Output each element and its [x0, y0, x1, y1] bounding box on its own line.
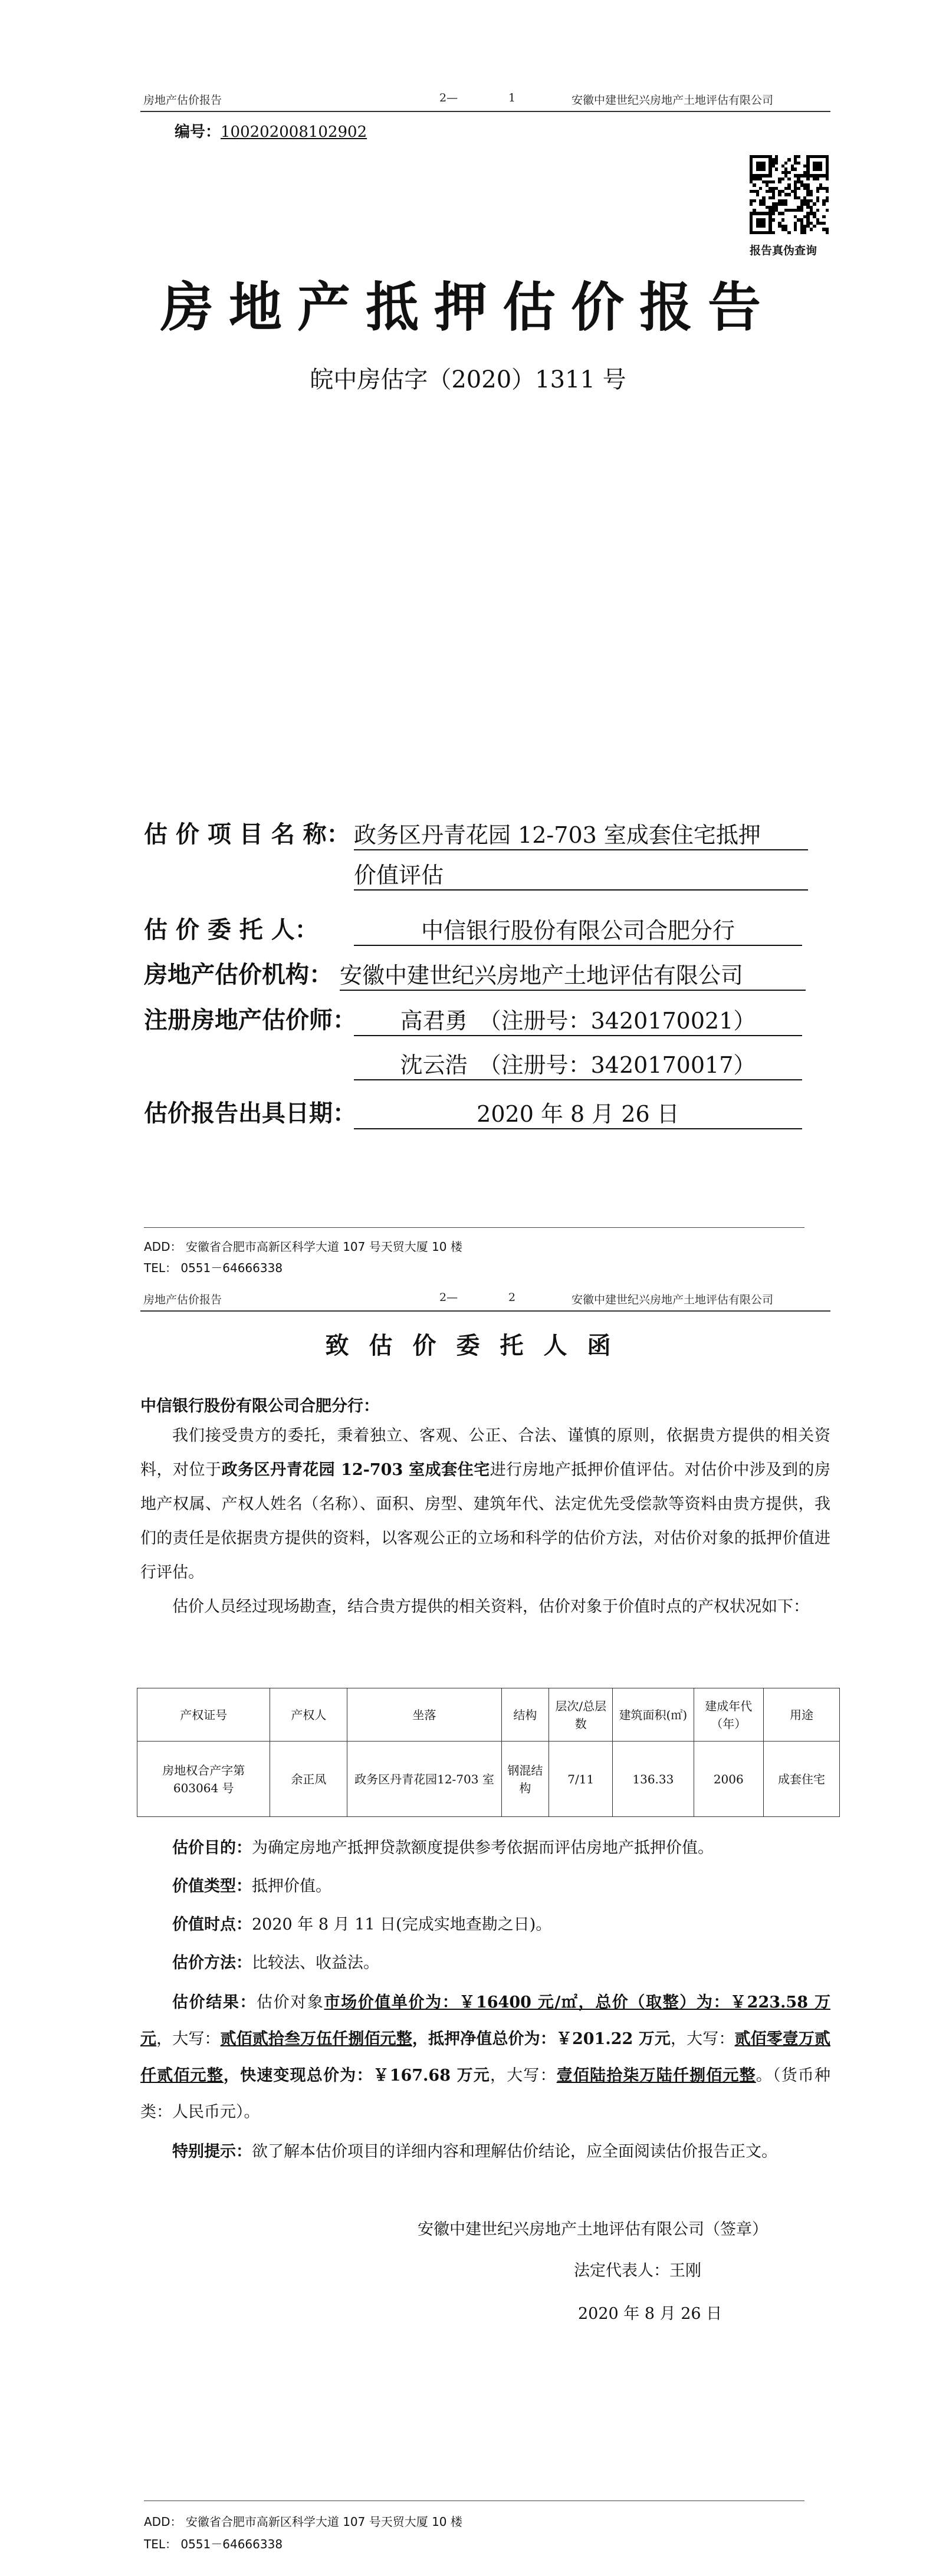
serial-value: 100202008102902 — [221, 123, 367, 141]
addressee: 中信银行股份有限公司合肥分行： — [140, 1397, 379, 1415]
td-floor: 7/11 — [549, 1742, 613, 1817]
letter-body — [140, 1419, 830, 1624]
th-usage: 用途 — [764, 1688, 840, 1742]
client-label: 估 价 委 托 人： — [144, 916, 318, 944]
td-owner: 余正凤 — [270, 1742, 347, 1817]
page-number-prefix: 2— — [439, 91, 458, 104]
header-rule — [140, 111, 830, 112]
table-header-row — [137, 1688, 840, 1742]
letter-title: 致估价委托人函 — [325, 1332, 631, 1359]
serial-label: 编号： — [175, 123, 221, 141]
footer-tel: TEL： 0551－64666338 — [144, 2537, 283, 2551]
value-date-line: 价值时点：2020 年 8 月 11 日(完成实地查勘之日)。 — [172, 1915, 552, 1934]
td-structure: 钢混结构 — [501, 1742, 549, 1817]
signature-company: 安徽中建世纪兴房地产土地评估有限公司（签章） — [418, 2220, 768, 2239]
th-structure: 结构 — [501, 1688, 549, 1742]
page-header-right: 安徽中建世纪兴房地产土地评估有限公司 — [572, 94, 774, 107]
th-area: 建筑面积(㎡) — [613, 1688, 694, 1742]
appraiser-2: 沈云浩 （注册号：3420170017） — [354, 1047, 802, 1080]
value-type-line: 价值类型：抵押价值。 — [172, 1877, 331, 1895]
property-table — [137, 1688, 840, 1817]
report-title: 房地产抵押估价报告 — [160, 276, 776, 339]
header-rule — [140, 1310, 830, 1312]
page-header-left: 房地产估价报告 — [143, 1293, 222, 1306]
project-name-label: 估 价 项 目 名 称： — [144, 820, 350, 848]
th-location: 坐落 — [347, 1688, 501, 1742]
signature-date: 2020 年 8 月 26 日 — [578, 2305, 722, 2323]
td-usage: 成套住宅 — [764, 1742, 840, 1817]
footer-address: ADD： 安徽省合肥市高新区科学大道 107 号天贸大厦 10 楼 — [144, 1240, 462, 1254]
page-header-right: 安徽中建世纪兴房地产土地评估有限公司 — [572, 1293, 774, 1306]
td-year: 2006 — [694, 1742, 763, 1817]
page-number: 1 — [508, 91, 516, 104]
report-date-label: 估价报告出具日期： — [144, 1099, 356, 1127]
document-number: 皖中房估字（2020）1311 号 — [310, 366, 626, 393]
th-floor: 层次/总层数 — [549, 1688, 613, 1742]
footer-tel: TEL： 0551－64666338 — [144, 1261, 283, 1275]
page-number-prefix: 2— — [439, 1291, 458, 1304]
td-area: 136.33 — [613, 1742, 694, 1817]
agency-label: 房地产估价机构： — [144, 961, 333, 988]
project-name-value-line2: 价值评估 — [354, 857, 808, 891]
purpose-line: 估价目的：为确定房地产抵押贷款额度提供参考依据而评估房地产抵押价值。 — [172, 1839, 714, 1857]
legal-representative: 法定代表人：王刚 — [574, 2262, 701, 2280]
th-owner: 产权人 — [270, 1688, 347, 1742]
th-year: 建成年代（年） — [694, 1688, 763, 1742]
qr-caption: 报告真伪查询 — [750, 244, 817, 257]
project-name-value-line1: 政务区丹青花园 12-703 室成套住宅抵押 — [354, 817, 808, 850]
paragraph-1: 我们接受贵方的委托，秉着独立、客观、公正、合法、谨慎的原则，依据贵方提供的相关资料，对位于政务区丹青花园 12-703 室成套住宅进行房地产抵押价值评估。对估价中涉及到的房地产权属、产权人姓名（名称）、面积、房型、建筑年代、法定优先受偿款等资料由贵方提供，我们的责任是依据贵方提供的资料，以客观公正的立场和科学的估价方法，对估价对象的抵押价值进行评估。 — [140, 1427, 830, 1582]
td-cert-no: 房地权合产字第603064 号 — [137, 1742, 270, 1817]
footer-rule — [144, 1227, 804, 1228]
paragraph-2: 估价人员经过现场勘查，结合贵方提供的相关资料，估价对象于价值时点的产权状况如下： — [172, 1598, 809, 1616]
qr-code-image — [750, 155, 829, 234]
verification-qr-code[interactable] — [750, 155, 829, 234]
footer-address: ADD： 安徽省合肥市高新区科学大道 107 号天贸大厦 10 楼 — [144, 2515, 462, 2529]
result-paragraph: 估价结果：估价对象市场价值单价为：￥16400 元/㎡，总价（取整）为：￥223.58 万元，大写：贰佰贰拾叁万伍仟捌佰元整，抵押净值总价为：￥201.22 万元，大写：贰佰零壹万贰仟贰佰元整，快速变现总价为：￥167.68 万元，大写：壹佰陆拾柒万陆仟捌佰元整。（货币种类：人民币元）。 — [140, 1993, 831, 2121]
appraiser-1: 高君勇 （注册号：3420170021） — [354, 1003, 802, 1036]
appraiser-label: 注册房地产估价师： — [144, 1006, 356, 1034]
agency-value: 安徽中建世纪兴房地产土地评估有限公司 — [340, 957, 806, 991]
td-location: 政务区丹青花园12-703 室 — [347, 1742, 501, 1817]
notice-paragraph: 特别提示：欲了解本估价项目的详细内容和理解估价结论，应全面阅读估价报告正文。 — [172, 2143, 777, 2161]
th-cert-no: 产权证号 — [137, 1688, 270, 1742]
report-date-value: 2020 年 8 月 26 日 — [354, 1096, 802, 1129]
page-number: 2 — [508, 1291, 516, 1304]
client-value: 中信银行股份有限公司合肥分行 — [354, 912, 802, 946]
table-row — [137, 1742, 840, 1817]
method-line: 估价方法：比较法、收益法。 — [172, 1954, 379, 1972]
page-header-left: 房地产估价报告 — [143, 94, 222, 107]
serial-number — [175, 120, 367, 142]
